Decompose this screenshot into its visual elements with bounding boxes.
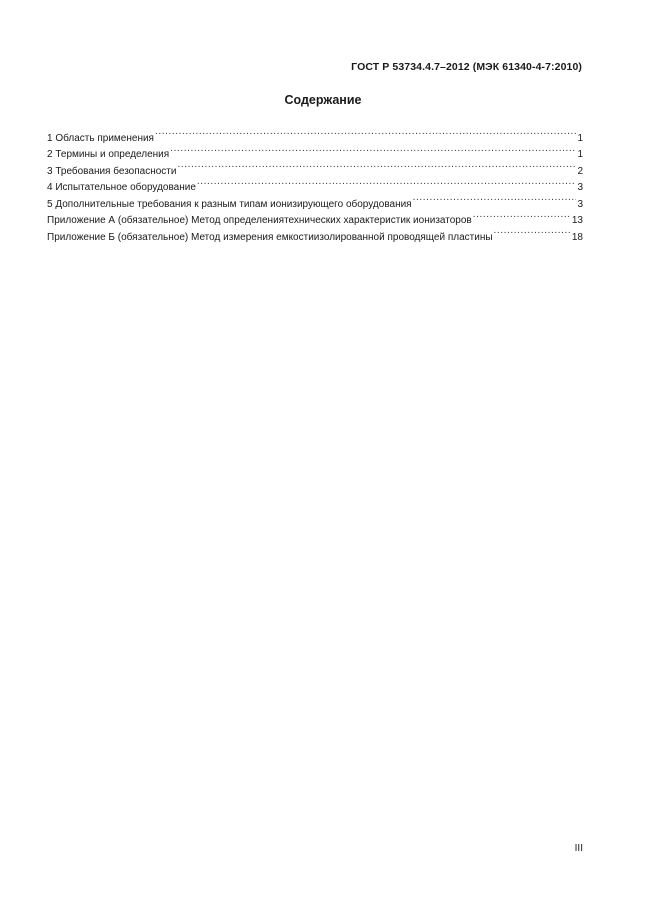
toc-entry-page: 1 [577, 132, 583, 144]
table-of-contents [47, 124, 583, 243]
toc-dot-leader [155, 124, 576, 141]
toc-entry-page: 1 [577, 149, 583, 160]
toc-entry-title: 3 Требования безопасности [47, 165, 177, 177]
page-number: III [574, 843, 583, 854]
toc-entry-title: 5 Дополнительные требования к разным типам ионизирующего оборудования [47, 198, 412, 210]
toc-entry-title: Приложение Б (обязательное) Метод измерения емкостиизолированной проводящей пластины [47, 231, 493, 243]
document-header: ГОСТ Р 53734.4.7–2012 (МЭК 61340-4-7:2010) [351, 61, 582, 73]
toc-entry-page: 3 [577, 182, 583, 193]
toc-entry-page: 2 [577, 165, 583, 177]
toc-entry-scope[interactable] [47, 124, 583, 144]
toc-dot-leader [413, 190, 577, 207]
toc-entry-title: 2 Термины и определения [47, 149, 170, 160]
toc-dot-leader [494, 223, 571, 240]
toc-dot-leader [473, 207, 571, 224]
toc-dot-leader [177, 157, 576, 174]
toc-dot-leader [170, 141, 576, 158]
toc-entry-page: 18 [571, 231, 583, 243]
toc-dot-leader [197, 174, 577, 191]
toc-entry-title: 4 Испытательное оборудование [47, 182, 196, 193]
toc-entry-page: 13 [571, 215, 583, 226]
toc-entry-page: 3 [577, 198, 583, 210]
toc-entry-title: Приложение А (обязательное) Метод определениятехнических характеристик ионизаторов [47, 215, 472, 226]
page-title: Содержание [284, 93, 362, 107]
toc-entry-title: 1 Область применения [47, 132, 154, 144]
